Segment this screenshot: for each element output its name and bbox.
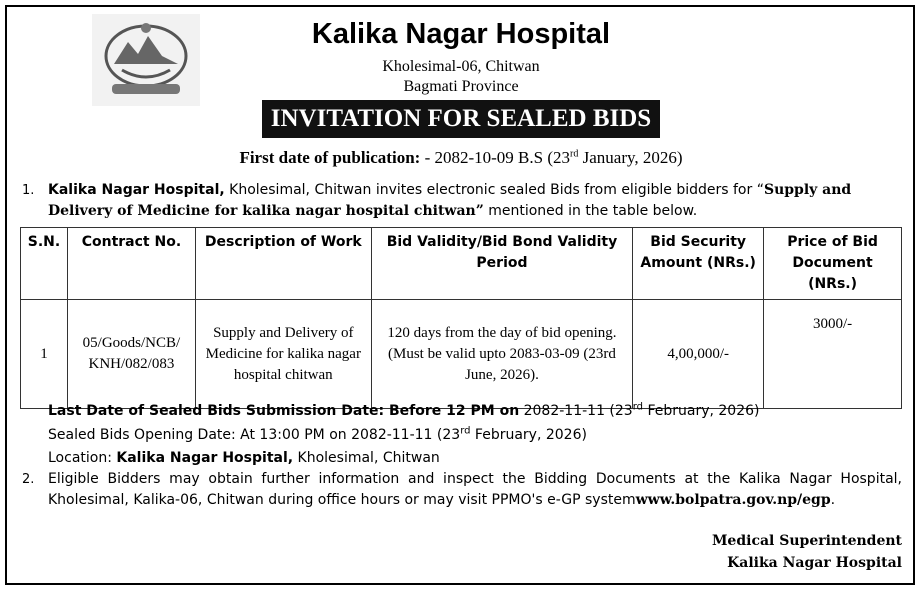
header-contract-no: Contract No. <box>67 228 195 300</box>
header-validity: Bid Validity/Bid Bond Validity Period <box>371 228 633 300</box>
cell-sn: 1 <box>21 300 68 409</box>
para1-number: 1. <box>22 183 35 198</box>
signature-org: Kalika Nagar Hospital <box>727 555 902 571</box>
hospital-address: Kholesimal-06, Chitwan <box>382 58 540 75</box>
cell-description: Supply and Delivery of Medicine for kalika nagar hospital chitwan <box>195 300 371 409</box>
publication-date <box>0 148 922 168</box>
notice-banner: INVITATION FOR SEALED BIDS <box>262 100 660 138</box>
header-price: Price of Bid Document (NRs.) <box>764 228 902 300</box>
cell-security: 4,00,000/- <box>633 300 764 409</box>
header-sn: S.N. <box>21 228 68 300</box>
cell-validity: 120 days from the day of bid opening. (Must be valid upto 2083-03-09 (23rd June, 2026). <box>371 300 633 409</box>
publication-value: - 2082-10-09 B.S (23rd January, 2026) <box>424 148 683 167</box>
hospital-province: Bagmati Province <box>403 78 519 95</box>
header-description: Description of Work <box>195 228 371 300</box>
para2-number: 2. <box>22 472 35 487</box>
cell-price: 3000/- <box>764 300 902 409</box>
para1-text: Kalika Nagar Hospital, Kholesimal, Chitwan invites electronic sealed Bids from eligible bidders for “Supply and Delivery of Medicine for kalika nagar hospital chitwan” mentioned in the table below. <box>48 182 852 219</box>
table-row <box>21 300 902 409</box>
bid-table <box>20 227 902 409</box>
opening-date: Sealed Bids Opening Date: At 13:00 PM on 2082-11-11 (23rd February, 2026) <box>48 425 587 443</box>
hospital-title: Kalika Nagar Hospital <box>311 18 611 50</box>
table-header-row <box>21 228 902 300</box>
last-submission-date: Last Date of Sealed Bids Submission Date: Before 12 PM on 2082-11-11 (23rd February, 2026) <box>48 401 760 419</box>
location-line: Location: Kalika Nagar Hospital, Kholesimal, Chitwan <box>48 450 440 466</box>
para2-text: Eligible Bidders may obtain further information and inspect the Bidding Documents at the Kalika Nagar Hospital, Kholesimal, Kalika-06, Chitwan during office hours or may visit PPMO's e-GP systemwww.bolpatra.gov.np/egp. <box>48 471 902 508</box>
header-security: Bid Security Amount (NRs.) <box>633 228 764 300</box>
egp-link[interactable]: www.bolpatra.gov.np/egp <box>635 492 831 508</box>
signature-role: Medical Superintendent <box>711 533 902 549</box>
cell-contract: 05/Goods/NCB/ KNH/082/083 <box>67 300 195 409</box>
publication-label: First date of publication: <box>239 148 421 167</box>
